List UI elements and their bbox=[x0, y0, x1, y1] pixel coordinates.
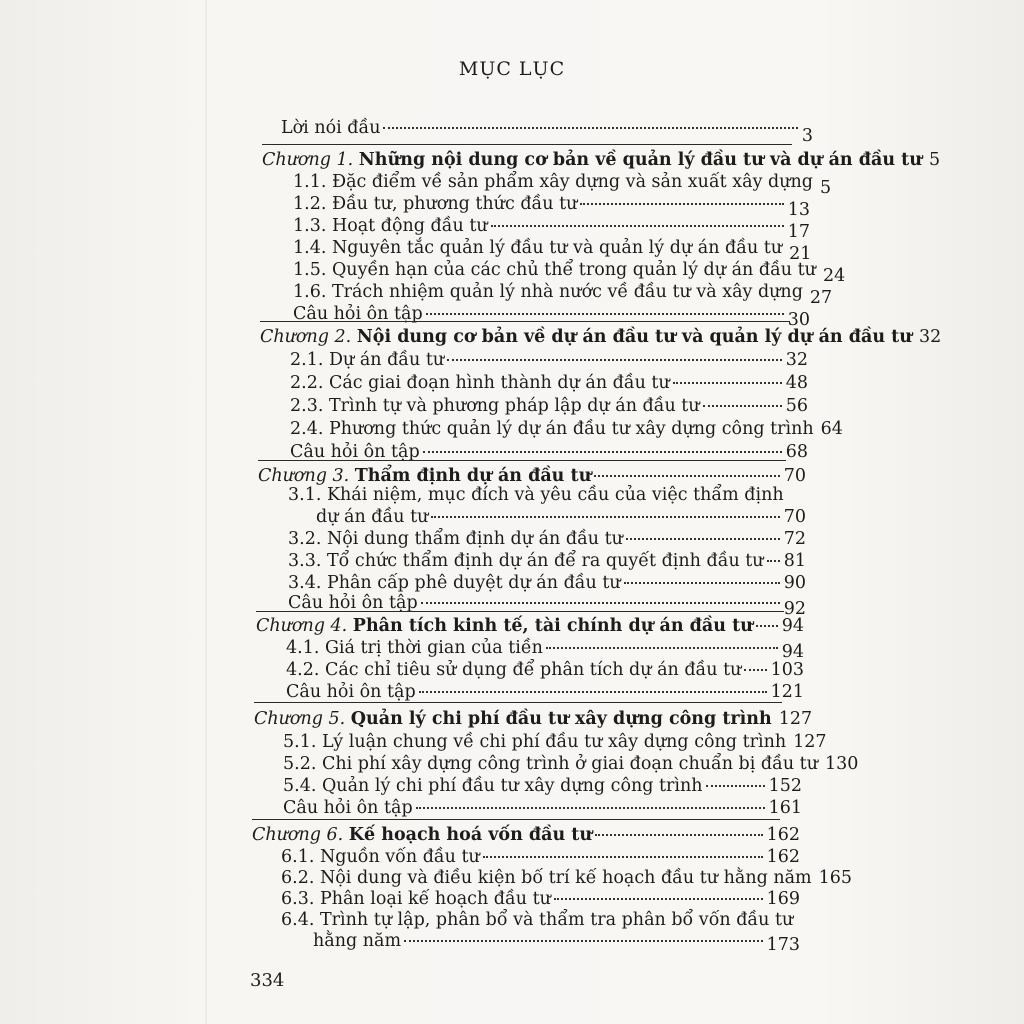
toc-chapter-2 bbox=[260, 326, 942, 348]
chapter-title: Phân tích kinh tế, tài chính dự án đầu tư bbox=[352, 616, 753, 636]
toc-chapter-4 bbox=[256, 615, 804, 637]
toc-section: 4.2. Các chỉ tiêu sử dụng để phân tích dự án đầu tư 103 bbox=[286, 660, 804, 680]
toc-review-questions: Câu hỏi ôn tập 92 bbox=[288, 593, 806, 619]
toc-section: 2.2. Các giai đoạn hình thành dự án đầu tư 48 bbox=[290, 373, 808, 393]
dot-leader bbox=[744, 669, 766, 671]
toc-section: 5.2. Chi phí xây dựng công trình ở giai đoạn chuẩn bị đầu tư 130 bbox=[283, 754, 859, 774]
toc-section: dự án đầu tư 70 bbox=[316, 507, 806, 527]
page-ref: 127 bbox=[778, 709, 813, 729]
dot-leader bbox=[546, 647, 778, 649]
chapter-title: Nội dung cơ bản về dự án đầu tư và quản lý dự án đầu tư bbox=[356, 327, 912, 347]
dot-leader bbox=[491, 225, 784, 227]
toc-section: 2.1. Dự án đầu tư 32 bbox=[290, 350, 808, 370]
dot-leader bbox=[431, 516, 779, 518]
toc-section: 3.4. Phân cấp phê duyệt dự án đầu tư 90 bbox=[288, 573, 806, 593]
toc-section: 4.1. Giá trị thời gian của tiền 94 bbox=[286, 638, 804, 662]
dot-leader bbox=[447, 359, 782, 361]
dot-leader bbox=[594, 475, 779, 477]
toc-section: 1.4. Nguyên tắc quản lý đầu tư và quản lý dự án đầu tư 21 bbox=[293, 238, 812, 264]
toc-review-questions: Câu hỏi ôn tập 30 bbox=[293, 304, 810, 330]
chapter-prefix: Chương 5. bbox=[254, 709, 346, 729]
chapter-divider bbox=[256, 611, 784, 612]
dot-leader bbox=[756, 625, 778, 627]
page-ref: 94 bbox=[781, 616, 804, 636]
toc-review-questions: Câu hỏi ôn tập 121 bbox=[286, 682, 804, 702]
toc-section-first-line: 6.4. Trình tự lập, phân bổ và thẩm tra phân bổ vốn đầu tư bbox=[281, 910, 794, 930]
toc-section-first-line: 3.1. Khái niệm, mục đích và yêu cầu của việc thẩm định bbox=[288, 485, 784, 505]
toc-section: 1.6. Trách nhiệm quản lý nhà nước về đầu tư và xây dựng 27 bbox=[293, 282, 833, 308]
chapter-prefix: Chương 1. bbox=[262, 150, 354, 170]
chapter-prefix: Chương 4. bbox=[256, 616, 348, 636]
toc-chapter-1 bbox=[262, 149, 941, 171]
chapter-title: Quản lý chi phí đầu tư xây dựng công trình bbox=[350, 709, 772, 729]
toc-section: 3.2. Nội dung thẩm định dự án đầu tư 72 bbox=[288, 529, 806, 549]
toc-section: 2.4. Phương thức quản lý dự án đầu tư xây dựng công trình 64 bbox=[290, 419, 843, 439]
chapter-divider bbox=[258, 460, 786, 461]
dot-leader bbox=[404, 940, 763, 942]
dot-leader bbox=[419, 691, 767, 693]
dot-leader bbox=[421, 602, 780, 604]
toc-review-questions: Câu hỏi ôn tập 161 bbox=[283, 798, 802, 818]
toc-section: 1.5. Quyền hạn của các chủ thể trong quản lý dự án đầu tư 24 bbox=[293, 260, 846, 286]
toc-section: 3.3. Tổ chức thẩm định dự án để ra quyết định đầu tư 81 bbox=[288, 551, 806, 571]
chapter-title: Những nội dung cơ bản về quản lý đầu tư và dự án đầu tư bbox=[358, 150, 922, 170]
toc-review-questions: Câu hỏi ôn tập 68 bbox=[290, 442, 808, 462]
toc-entry-preface bbox=[281, 117, 813, 146]
toc-section: 1.3. Hoạt động đầu tư 17 bbox=[293, 216, 810, 242]
toc-section: 1.2. Đầu tư, phương thức đầu tư 13 bbox=[293, 194, 810, 220]
chapter-divider bbox=[254, 702, 782, 703]
dot-leader bbox=[416, 807, 765, 809]
dot-leader bbox=[423, 451, 782, 453]
page-ref: 3 bbox=[801, 126, 813, 146]
toc-section: 6.3. Phân loại kế hoạch đầu tư 169 bbox=[281, 889, 800, 909]
toc-section: 5.4. Quản lý chi phí đầu tư xây dựng công trình 152 bbox=[283, 776, 802, 796]
toc-section: 5.1. Lý luận chung về chi phí đầu tư xây dựng công trình 127 bbox=[283, 732, 827, 752]
chapter-prefix: Chương 6. bbox=[252, 825, 344, 845]
chapter-divider bbox=[252, 819, 780, 820]
page-ref: 70 bbox=[783, 466, 806, 486]
dot-leader bbox=[595, 834, 762, 836]
chapter-title: Kế hoạch hoá vốn đầu tư bbox=[348, 825, 593, 845]
page-title: MỤC LỤC bbox=[458, 58, 566, 80]
page-number: 334 bbox=[250, 970, 285, 991]
chapter-divider bbox=[262, 144, 792, 145]
toc-chapter-6 bbox=[252, 824, 800, 846]
dot-leader bbox=[767, 560, 780, 562]
toc-section: 6.1. Nguồn vốn đầu tư 162 bbox=[281, 847, 800, 867]
chapter-divider bbox=[260, 321, 790, 322]
chapter-prefix: Chương 3. bbox=[258, 466, 350, 486]
chapter-title: Thẩm định dự án đầu tư bbox=[354, 466, 592, 486]
dot-leader bbox=[673, 382, 782, 384]
dot-leader bbox=[483, 856, 763, 858]
toc-section: 6.2. Nội dung và điều kiện bố trí kế hoạch đầu tư hằng năm 165 bbox=[281, 868, 853, 888]
chapter-prefix: Chương 2. bbox=[260, 327, 352, 347]
toc-section: hằng năm 173 bbox=[313, 931, 800, 955]
dot-leader bbox=[426, 313, 784, 315]
page-ref: 32 bbox=[918, 327, 942, 347]
dot-leader bbox=[554, 898, 763, 900]
dot-leader bbox=[703, 405, 782, 407]
dot-leader bbox=[624, 582, 780, 584]
toc-section: 1.1. Đặc điểm về sản phẩm xây dựng và sản xuất xây dựng 5 bbox=[293, 172, 832, 198]
page-ref: 162 bbox=[766, 825, 800, 845]
dot-leader bbox=[706, 785, 765, 787]
dot-leader bbox=[580, 203, 783, 205]
preface-label: Lời nói đầu bbox=[281, 118, 381, 138]
page-ref: 5 bbox=[928, 150, 941, 170]
dot-leader bbox=[383, 127, 797, 129]
toc-section: 2.3. Trình tự và phương pháp lập dự án đầu tư 56 bbox=[290, 396, 808, 416]
dot-leader bbox=[626, 538, 780, 540]
toc-chapter-5 bbox=[254, 708, 813, 730]
